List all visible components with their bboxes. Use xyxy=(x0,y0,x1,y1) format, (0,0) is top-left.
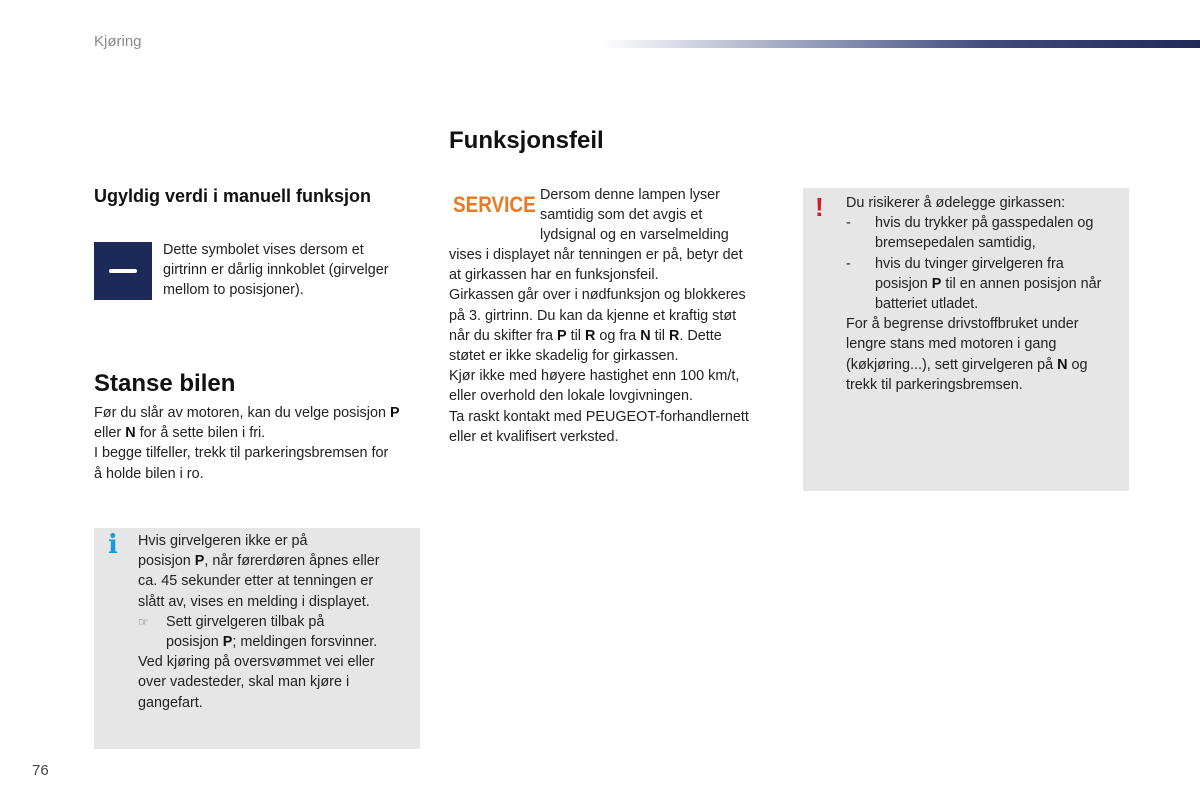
dash-bullet: - xyxy=(846,255,851,272)
gear-position-P: P xyxy=(222,634,233,651)
gear-position-P: P xyxy=(194,553,205,570)
text-line: ca. 45 sekunder etter at tenningen er xyxy=(138,573,374,590)
text-line: samtidig som det avgis et xyxy=(540,207,703,224)
text-run: posisjon xyxy=(875,275,932,292)
text-line: Dette symbolet vises dersom et xyxy=(163,242,364,258)
stanse-bilen-text xyxy=(94,403,424,484)
text-line: bremsepedalen samtidig, xyxy=(875,235,1036,252)
text-line: eller et kvalifisert verksted. xyxy=(449,428,619,445)
text-run: posisjon xyxy=(166,634,223,651)
service-lamp-description xyxy=(540,185,780,246)
heading-stanse-bilen: Stanse bilen xyxy=(94,370,236,397)
text-run: til xyxy=(566,327,585,344)
list-item xyxy=(846,213,1122,253)
text-line: støtet er ikke skadelig for girkassen. xyxy=(449,348,679,365)
text-line: Hvis girvelgeren ikke er på xyxy=(138,533,308,549)
text-run: eller xyxy=(94,425,126,442)
text-line: hvis du tvinger girvelgeren fra xyxy=(875,255,1064,272)
instruction-bullet xyxy=(138,612,410,652)
gear-dash-mark xyxy=(109,269,137,273)
text-line: Dersom denne lampen lyser xyxy=(540,187,720,203)
text-line: lydsignal og en varselmelding xyxy=(540,227,729,244)
text-line: slått av, vises en melding i displayet. xyxy=(138,593,370,610)
gear-position-P: P xyxy=(556,327,567,344)
text-line: trekk til parkeringsbremsen. xyxy=(846,376,1023,393)
text-run: for å sette bilen i fri. xyxy=(135,425,266,442)
header-gradient-bar xyxy=(600,40,1200,48)
text-run: posisjon xyxy=(138,553,195,570)
text-line xyxy=(94,423,424,443)
info-box-text xyxy=(138,531,410,713)
service-warning-lamp-icon: SERVICE xyxy=(453,192,536,217)
gear-symbol-description xyxy=(163,240,418,301)
text-line: I begge tilfeller, trekk til parkeringsbremsen for xyxy=(94,445,389,462)
text-line xyxy=(138,551,410,571)
gear-position-N: N xyxy=(125,425,136,442)
text-run: ; meldingen forsvinner. xyxy=(232,634,378,651)
text-run: til en annen posisjon når xyxy=(941,275,1102,292)
text-line: vises i displayet når tenningen er på, betyr det xyxy=(449,247,743,263)
text-line: at girkassen har en funksjonsfeil. xyxy=(449,267,659,284)
text-line: Ved kjøring på oversvømmet vei eller xyxy=(138,654,375,671)
text-line: Ta raskt kontakt med PEUGEOT-forhandlernett xyxy=(449,408,749,425)
text-line: Du risikerer å ødelegge girkassen: xyxy=(846,195,1066,211)
text-run: . Dette xyxy=(679,327,722,344)
text-line: gangefart. xyxy=(138,694,203,711)
gear-position-P: P xyxy=(389,405,400,421)
gear-position-R: R xyxy=(668,327,680,344)
warning-box-text xyxy=(846,193,1122,395)
info-icon: i xyxy=(108,530,118,560)
warning-exclamation-icon: ! xyxy=(815,192,824,222)
gear-position-P: P xyxy=(931,275,942,292)
text-line: Kjør ikke med høyere hastighet enn 100 km/t, xyxy=(449,368,740,385)
text-line: batteriet utladet. xyxy=(875,296,979,313)
text-line: å holde bilen i ro. xyxy=(94,465,204,482)
text-run: , når førerdøren åpnes eller xyxy=(204,553,380,570)
text-run: og fra xyxy=(595,327,641,344)
gear-position-R: R xyxy=(584,327,596,344)
bullet-text xyxy=(166,612,377,652)
text-line: hvis du trykker på gasspedalen og xyxy=(875,215,1094,232)
text-line: lengre stans med motoren i gang xyxy=(846,336,1057,353)
pointing-hand-icon: ☞ xyxy=(138,614,149,629)
page-number: 76 xyxy=(32,762,49,779)
text-line: Sett girvelgeren tilbak på xyxy=(166,613,325,630)
gear-position-N: N xyxy=(640,327,651,344)
section-label: Kjøring xyxy=(94,33,142,50)
heading-ugyldig-verdi: Ugyldig verdi i manuell funksjon xyxy=(94,186,372,206)
text-line xyxy=(875,274,1101,294)
text-line xyxy=(449,326,779,346)
text-run: (køkjøring...), sett girvelgeren på xyxy=(846,356,1058,373)
list-item-text xyxy=(875,213,1093,253)
text-line: mellom to posisjoner). xyxy=(163,282,304,299)
text-run: når du skifter fra xyxy=(449,327,557,344)
text-line: Girkassen går over i nødfunksjon og blokkeres xyxy=(449,287,746,304)
text-line: girtrinn er dårlig innkoblet (girvelger xyxy=(163,262,389,279)
text-run: til xyxy=(650,327,669,344)
text-line: eller overhold den lokale lovgivningen. xyxy=(449,388,694,405)
dash-bullet: - xyxy=(846,215,851,232)
text-line: på 3. girtrinn. Du kan da kjenne et kraftig støt xyxy=(449,307,737,324)
list-item xyxy=(846,254,1122,315)
funksjonsfeil-text xyxy=(449,245,779,447)
gear-between-positions-dash-icon xyxy=(94,242,152,300)
list-item-text xyxy=(875,254,1101,315)
text-line xyxy=(166,632,377,652)
text-line: over vadesteder, skal man kjøre i xyxy=(138,674,350,691)
text-run: Før du slår av motoren, kan du velge posisjon xyxy=(94,405,390,421)
gear-position-N: N xyxy=(1057,356,1068,373)
heading-funksjonsfeil: Funksjonsfeil xyxy=(449,127,604,154)
text-run: og xyxy=(1067,356,1088,373)
text-line xyxy=(846,355,1122,375)
text-line xyxy=(94,403,424,423)
text-line: For å begrense drivstoffbruket under xyxy=(846,316,1079,333)
